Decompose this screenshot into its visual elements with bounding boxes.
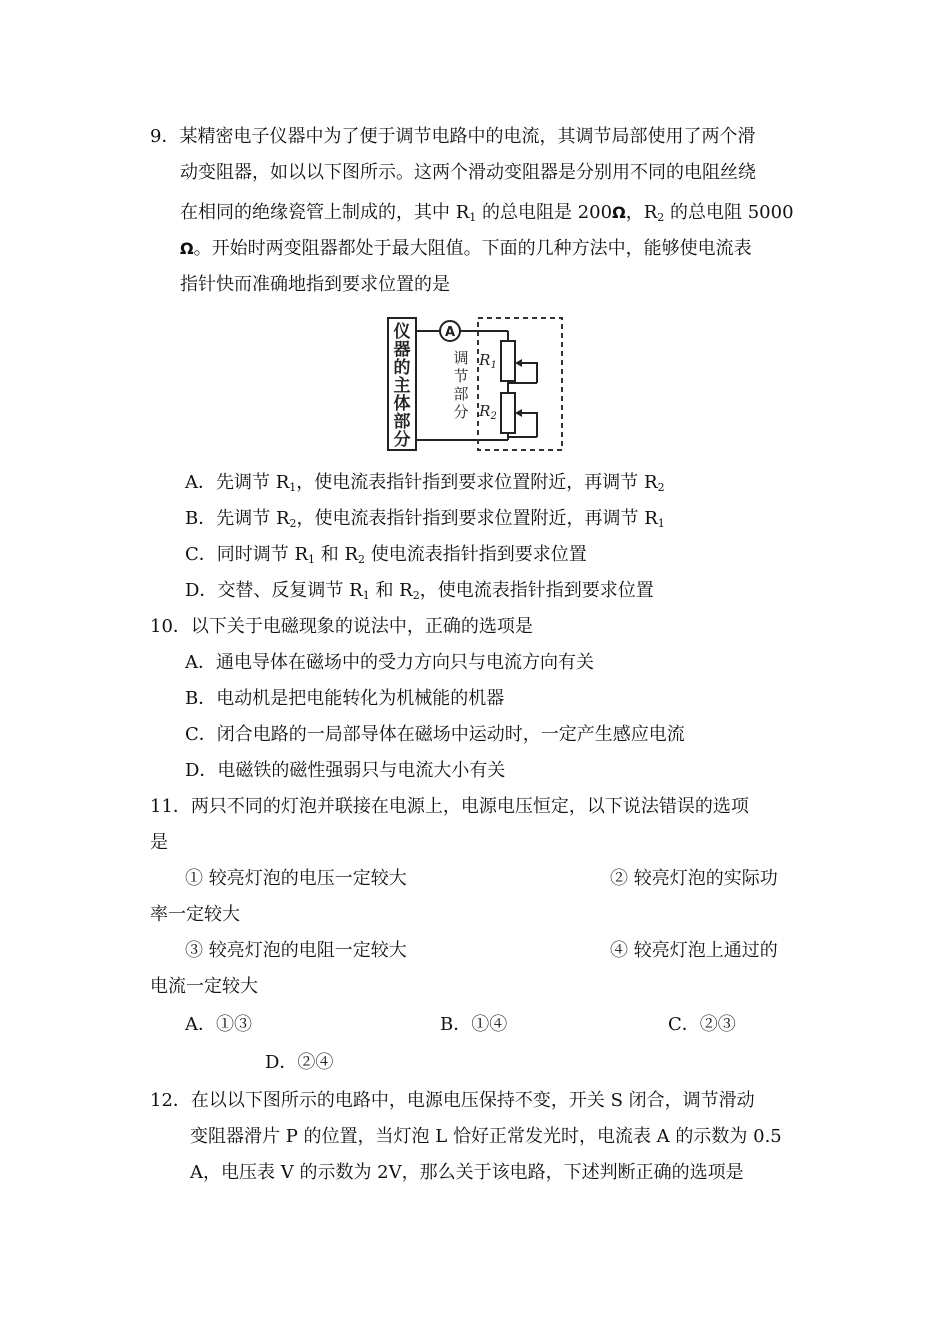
q11-item-4-cont: 电流一定较大 [150, 976, 258, 997]
r2-label: $R_2$ [479, 402, 497, 422]
q11-option-d: D．②④ [265, 1052, 334, 1073]
q9-option-c: C．同时调节 $R_1$ 和 $R_2$ 使电流表指针指到要求位置 [185, 544, 587, 566]
instrument-body-label-char: 主 [393, 376, 411, 396]
svg-text:分: 分 [453, 403, 469, 421]
q11-stem-line-1: 11．两只不同的灯泡并联接在电源上，电源电压恒定，以下说法错误的选项 [150, 796, 749, 817]
q11-option-a: A．①③ [185, 1014, 252, 1035]
svg-text:部: 部 [453, 385, 469, 403]
q11-stem-line-2: 是 [150, 832, 168, 853]
adjust-section-label [453, 349, 468, 421]
svg-text:调: 调 [453, 349, 469, 367]
q9-line-3: 在相同的绝缘瓷管上制成的，其中 $R_1$ 的总电阻是 200Ω，$R_2$ 的总电阻 5000 [180, 202, 794, 224]
instrument-body-label-char: 分 [393, 430, 411, 450]
q12-line-2: 变阻器滑片 P 的位置，当灯泡 L 恰好正常发光时，电流表 A 的示数为 0.5 [190, 1126, 782, 1147]
q9-option-d: D．交替、反复调节 $R_1$ 和 $R_2$，使电流表指针指到要求位置 [185, 580, 654, 602]
q9-line-5: 指针快而准确地指到要求位置的是 [180, 274, 450, 295]
q11-option-c: C．②③ [668, 1014, 736, 1035]
svg-text:节: 节 [453, 367, 469, 385]
q11-item-3: ③ 较亮灯泡的电阻一定较大 [185, 940, 407, 961]
q11-item-4: ④ 较亮灯泡上通过的 [610, 940, 778, 961]
q12-line-3: A，电压表 V 的示数为 2V，那么关于该电路，下述判断正确的选项是 [190, 1162, 744, 1183]
instrument-body-label [393, 321, 411, 450]
instrument-body-label-char: 仪 [393, 322, 411, 342]
q9-line-1: 9．某精密电子仪器中为了便于调节电路中的电流，其调节局部使用了两个滑 [150, 126, 756, 147]
q9-option-b: B．先调节 $R_2$，使电流表指针指到要求位置附近，再调节 $R_1$ [185, 508, 665, 530]
ammeter-label: A [444, 325, 456, 340]
instrument-body-label-char: 器 [393, 340, 411, 360]
r1-label: $R_1$ [479, 351, 497, 371]
instrument-body-label-char: 的 [393, 358, 411, 378]
r1-resistor [501, 341, 515, 381]
q10-option-a: A．通电导体在磁场中的受力方向只与电流方向有关 [185, 652, 594, 673]
r2-resistor [501, 393, 515, 433]
q9-option-a: A．先调节 $R_1$，使电流表指针指到要求位置附近，再调节 $R_2$ [185, 472, 665, 494]
q11-item-2: ② 较亮灯泡的实际功 [610, 868, 778, 889]
q11-item-1: ① 较亮灯泡的电压一定较大 [185, 868, 407, 889]
circuit-figure [385, 313, 565, 453]
q9-line-2: 动变阻器，如以以下图所示。这两个滑动变阻器是分别用不同的电阻丝绕 [180, 162, 756, 183]
q10-option-c: C．闭合电路的一局部导体在磁场中运动时，一定产生感应电流 [185, 724, 685, 745]
q10-option-d: D．电磁铁的磁性强弱只与电流大小有关 [185, 760, 506, 781]
q12-line-1: 12．在以以下图所示的电路中，电源电压保持不变，开关 S 闭合，调节滑动 [150, 1090, 755, 1111]
instrument-body-label-char: 部 [393, 412, 411, 432]
q11-item-2-cont: 率一定较大 [150, 904, 240, 925]
instrument-body-label-char: 体 [393, 394, 411, 414]
q10-option-b: B．电动机是把电能转化为机械能的机器 [185, 688, 505, 709]
q9-line-4: Ω。开始时两变阻器都处于最大阻值。下面的几种方法中，能够使电流表 [180, 238, 752, 259]
q11-option-b: B．①④ [440, 1014, 508, 1035]
q10-stem: 10．以下关于电磁现象的说法中，正确的选项是 [150, 616, 533, 637]
